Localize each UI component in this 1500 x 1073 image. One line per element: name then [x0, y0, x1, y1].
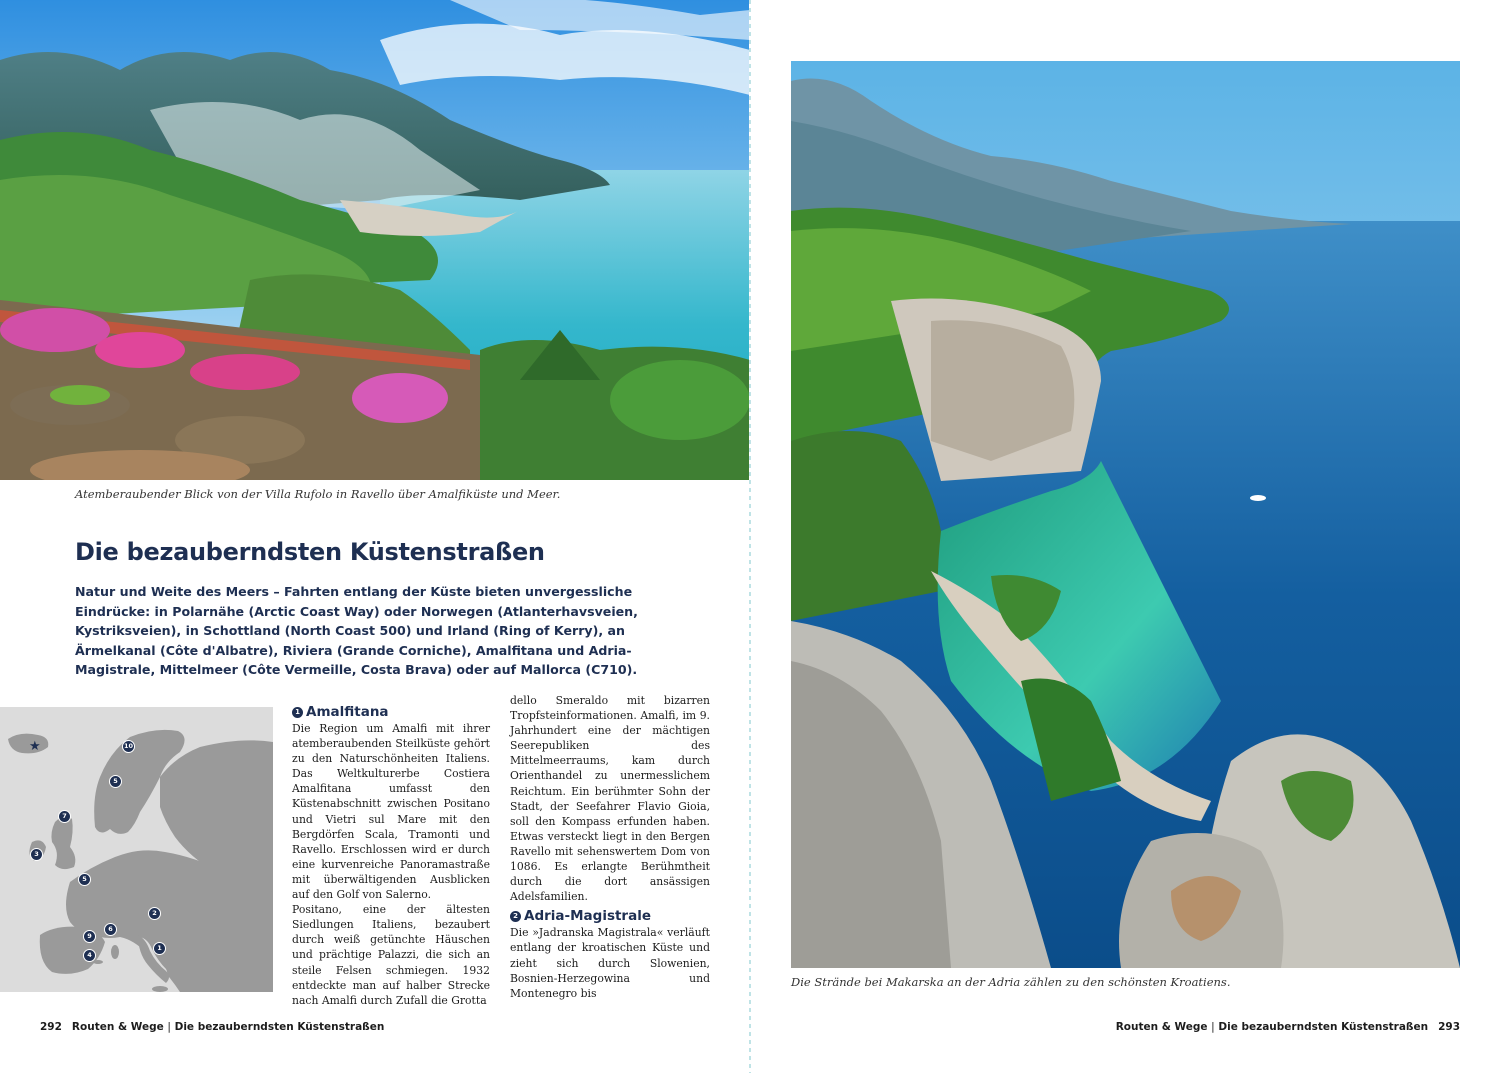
map-marker: 3: [30, 848, 43, 861]
footer-left: [40, 1021, 384, 1033]
map-star-icon: ★: [29, 739, 41, 754]
map-marker: 5: [78, 873, 91, 886]
makarska-photo-caption: Die Strände bei Makarska an der Adria zählen zu den schönsten Kroatiens.: [791, 975, 1231, 989]
text-column-1: [292, 703, 490, 1008]
amalfi-coast-photo: [0, 0, 750, 480]
footer-section-label: Routen & Wege | Die bezauberndsten Küstenstraßen: [1115, 1021, 1429, 1033]
page-number: 293: [1438, 1021, 1460, 1033]
amalfitana-paragraph-1: Die Region um Amalfi mit ihrer atemberaubenden Steilküste gehört zu den Naturschönheiten Italiens. Das Weltkulturerbe Costiera Amalfitana umfasst den Küstenabschnitt zwischen Positano und Vietri sul Mare mit den Bergdörfen Scala, Tramonti und Ravello. Erschlossen wird er durch eine kurvenreiche Panoramastraße mit überwältigenden Ausblicken auf den Golf von Salerno.: [292, 722, 490, 902]
map-marker: 9: [83, 930, 96, 943]
map-marker: 5: [109, 775, 122, 788]
section-heading-text: Amalfitana: [306, 704, 389, 720]
section-heading-text: Adria-Magistrale: [524, 908, 651, 925]
map-marker: 2: [148, 907, 161, 920]
intro-paragraph: Natur und Weite des Meers – Fahrten entlang der Küste bieten unvergessliche Eindrücke: in Polarnähe (Arctic Coast Way) oder Norwegen (Atlanterhavsveien, Kystriksveien), in Schottland (North Coast 500) und Irland (Ring of Kerry), an Ärmelkanal (Côte d'Albatre), Riviera (Grande Corniche), Amalfitana und Adria-Magistrale, Mittelmeer (Côte Vermeille, Costa Brava) oder auf Mallorca (C710).: [75, 584, 638, 677]
page-number: 292: [40, 1021, 62, 1033]
amalfitana-paragraph-2: Positano, eine der ältesten Siedlungen Italiens, bezaubert durch weiß getünchte Häuschen und prächtige Palazzi, die sich an steile Felsen schmiegen. 1932 entdeckte man auf halber Strecke nach Amalfi durch Zufall die Grotta: [292, 903, 490, 1007]
page-title: Die bezauberndsten Küstenstraßen: [75, 538, 545, 566]
footer-right: [1116, 1021, 1460, 1033]
amalfitana-paragraph-2-continued: dello Smeraldo mit bizarren Tropfsteinformationen. Amalfi, im 9. Jahrhundert eine der mächtigen Seerepubliken des Mittelmeerraums, kam durch Orienthandel zu unermesslichem Reichtum. Ein berühmter Sohn der Stadt, der Seefahrer Flavio Gioia, soll den Kompass erfunden haben. Etwas versteckt liegt in den Bergen Ravello mit sehenswertem Dom von 1086. Es erlangte Berühmtheit durch die dort ansässigen Adelsfamilien.: [510, 694, 710, 904]
adria-magistrale-paragraph: Die »Jadranska Magistrala« verläuft entlang der kroatischen Küste und zieht sich durch Slowenien, Bosnien-Herzegowina und Montenegro bis: [510, 926, 710, 1000]
right-page: [751, 0, 1500, 1073]
footer-section-label: Routen & Wege | Die bezauberndsten Küstenstraßen: [71, 1021, 385, 1033]
map-marker: 6: [104, 923, 117, 936]
amalfi-coast-illustration: [0, 0, 750, 480]
makarska-beach-photo: [791, 61, 1460, 968]
amalfi-photo-caption: Atemberaubender Blick von der Villa Rufolo in Ravello über Amalfiküste und Meer.: [75, 487, 561, 501]
map-marker: 10: [122, 740, 135, 753]
europe-route-map: [0, 707, 273, 992]
section-heading-amalfitana: [292, 703, 490, 721]
map-marker: 4: [83, 949, 96, 962]
makarska-coast-illustration: [791, 61, 1460, 968]
map-marker: 7: [58, 810, 71, 823]
map-marker: 1: [153, 942, 166, 955]
section-heading-adria-magistrale: [510, 907, 710, 925]
text-column-2: [510, 693, 710, 1001]
section-number-badge: 1: [292, 707, 303, 718]
section-number-badge: 2: [510, 911, 521, 922]
